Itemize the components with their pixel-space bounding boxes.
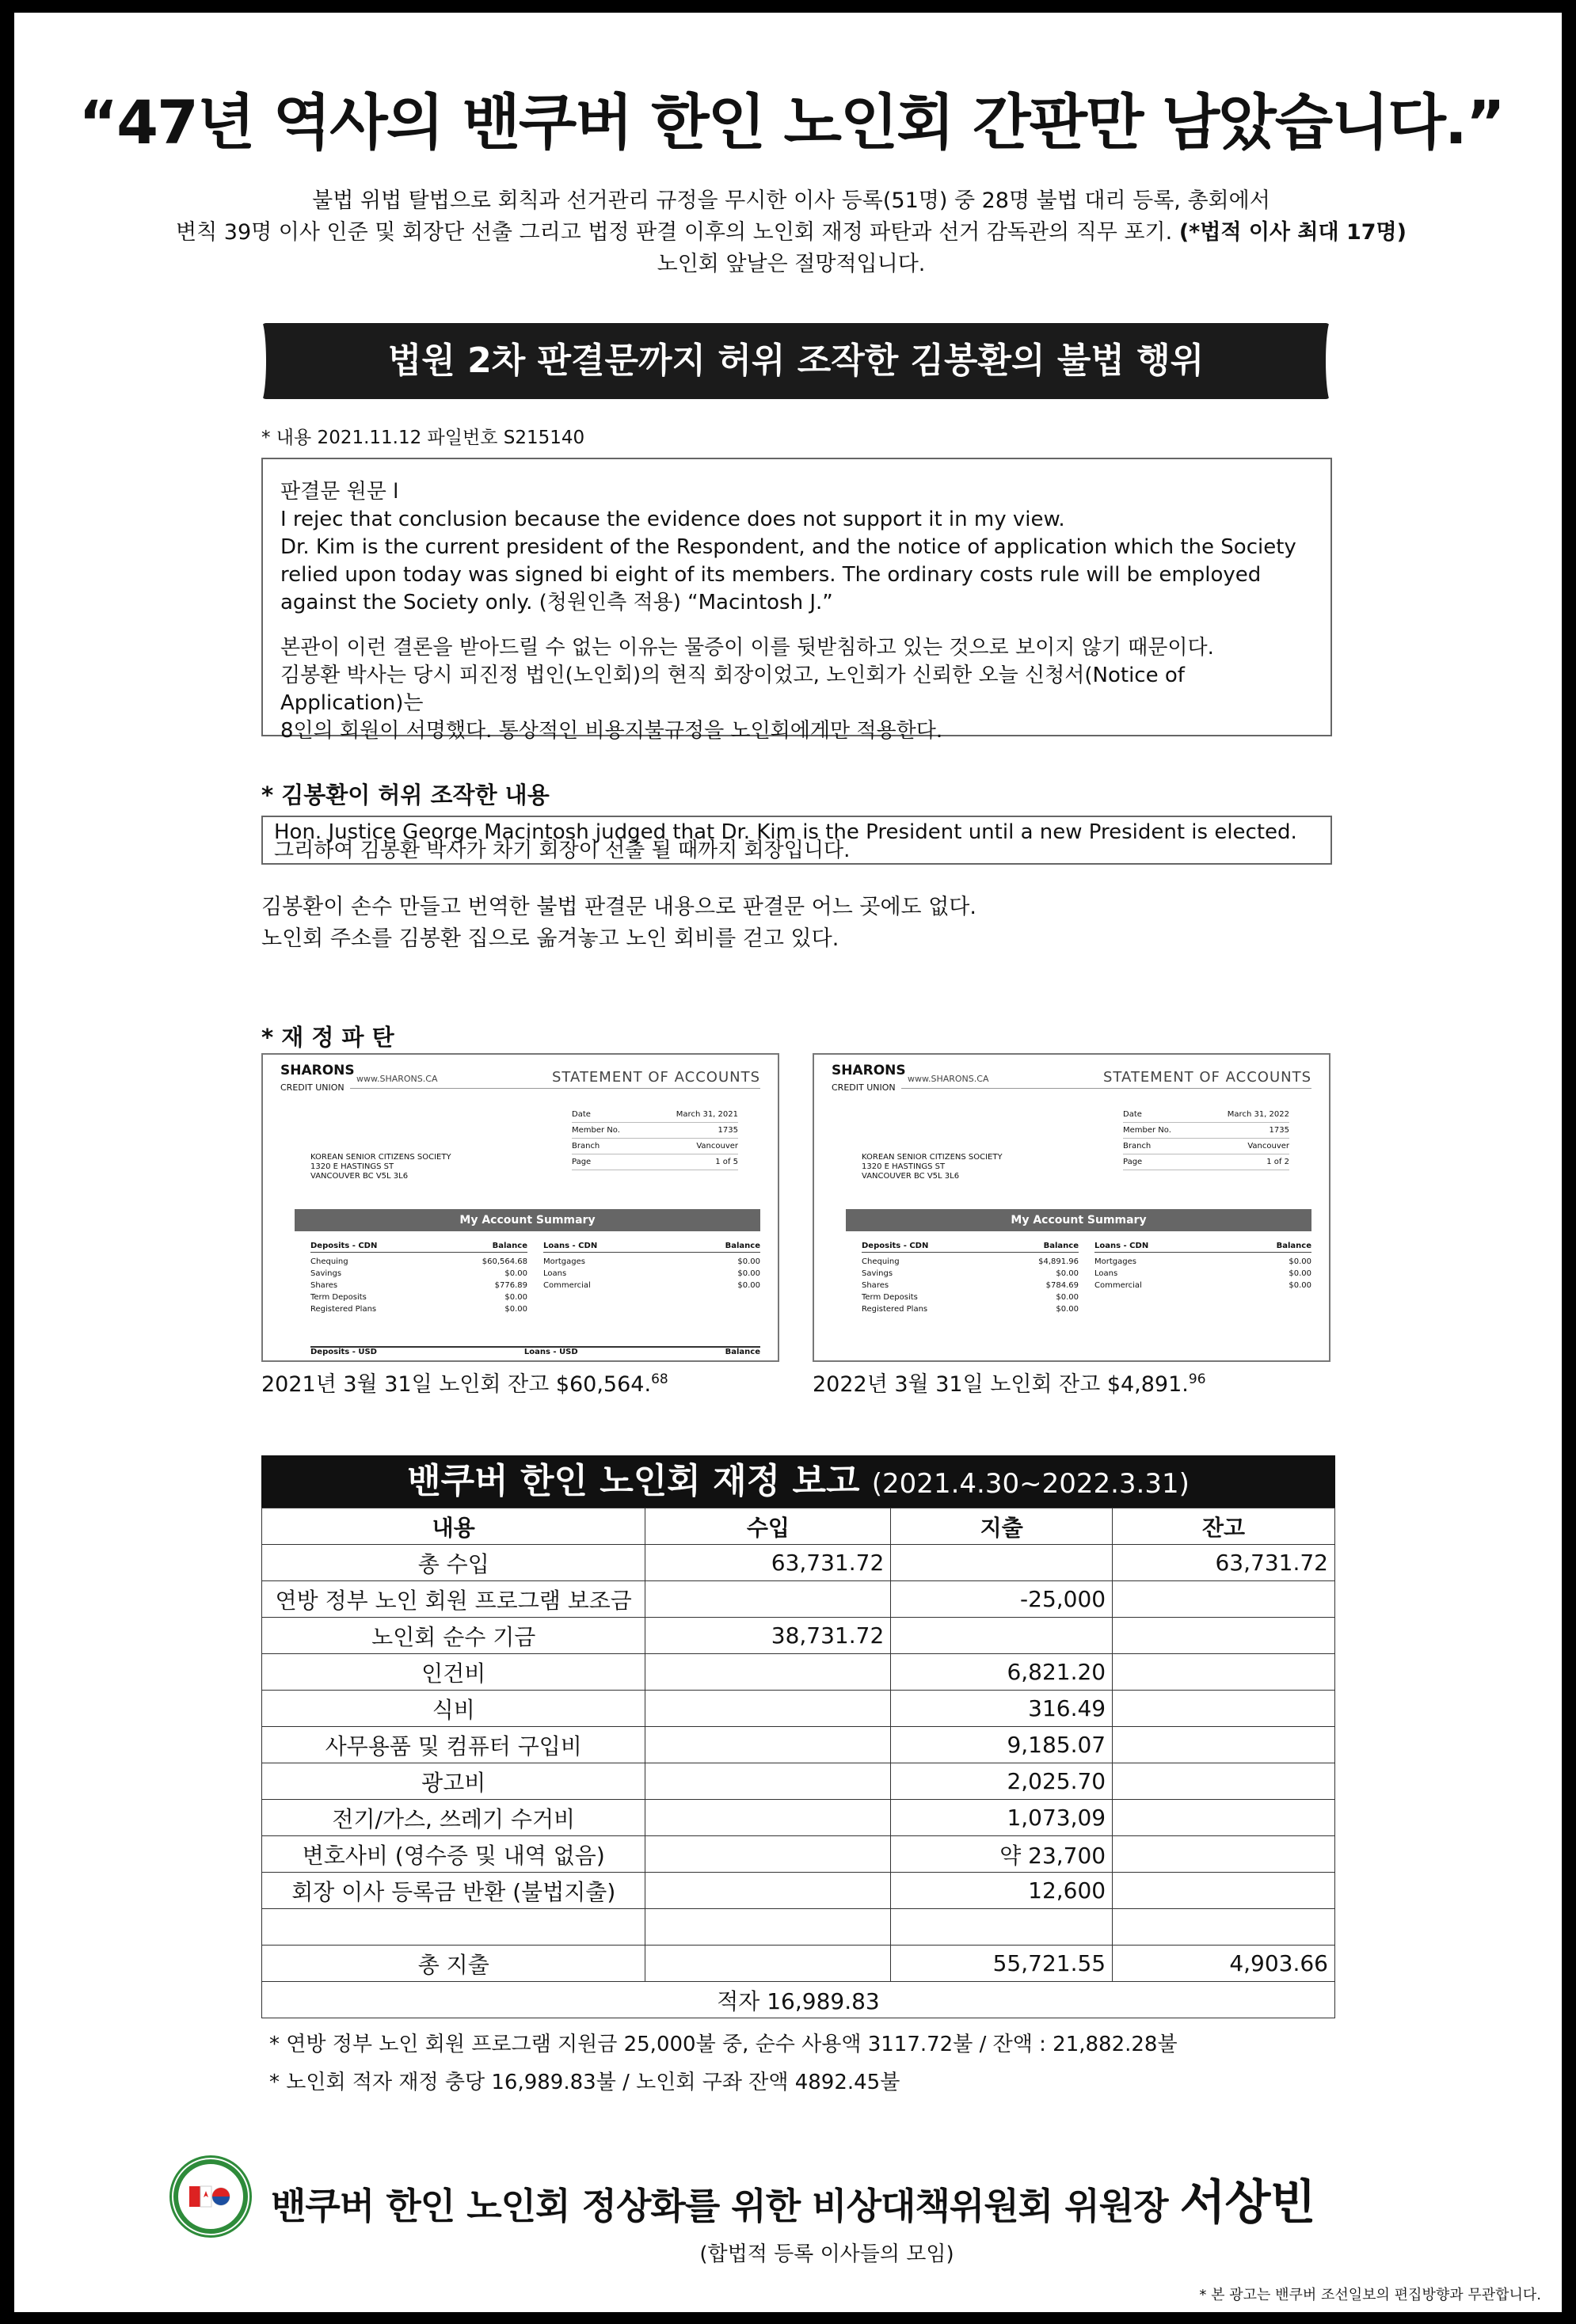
bank-url: www.SHARONS.CA [908,1074,989,1084]
fabricated-box [261,816,1332,865]
chairman-name: 서상빈 [1179,2175,1315,2231]
statement-caption-2021: 2021년 3월 31일 노인회 잔고 $60,564.68 [261,1371,668,1397]
account-summary-table: Deposits - CDN Balance Chequing $60,564.68 Savings $0.00 Shares $776.89 Term Deposits $0.00 Registered Plans $0.00 Loans - CDN Balance Mortgages $0.00 Loans $0.00 Commercial $0.00 [310,1242,760,1314]
expense-cell: 316.49 [891,1691,1113,1727]
col-header: 지출 [891,1508,1113,1545]
committee-signature: 밴쿠버 한인 노인회 정상화를 위한 비상대책위원회 위원장 서상빈 [271,2175,1315,2231]
item-cell: 노인회 순수 기금 [262,1618,645,1654]
judgment-quote-box [261,458,1332,743]
item-cell: 전기/가스, 쓰레기 수거비 [262,1800,645,1836]
judgment-ko-line: 본관이 이런 결론을 받아드릴 수 없는 이유는 물증이 이를 뒷받침하고 있는 것으로 보이지 않기 때문이다. [280,636,1214,660]
income-cell [645,1763,891,1800]
balance-cell: 63,731.72 [1113,1545,1335,1581]
fabricated-en: Hon. Justice George Macintosh judged that Dr. Kim is the President until a new President is elected. [274,820,1297,844]
income-cell: 63,731.72 [645,1545,891,1581]
expense-cell: 6,821.20 [891,1654,1113,1691]
deficit-row [262,1982,1335,2018]
fabricated-heading: * 김봉환이 허위 조작한 내용 [261,782,550,808]
report-row [262,1836,1335,1873]
intro-line-1: 불법 위법 탈법으로 회칙과 선거관리 규정을 무시한 이사 등록(51명) 중 28명 불법 대리 등록, 총회에서 [312,188,1270,213]
item-cell: 변호사비 (영수증 및 내역 없음) [262,1836,645,1873]
report-title-bar: 밴쿠버 한인 노인회 재정 보고 (2021.4.30~2022.3.31) [261,1455,1335,1508]
expense-cell: 1,073,09 [891,1800,1113,1836]
report-row [262,1909,1335,1946]
judgment-ko-line: 8인의 회원이 서명했다. 통상적인 비용지불규정을 노인회에게만 적용한다. [280,719,943,743]
deficit-cell: 적자 16,989.83 [262,1982,1335,2018]
judgment-en-line: relied upon today was signed bi eight of its members. The ordinary costs rule will be employed [280,563,1262,587]
note-line: * 연방 정부 노인 회원 프로그램 지원금 25,000불 중, 순수 사용액 3117.72불 / 잔액 : 21,882.28불 [269,2033,1178,2056]
expense-cell: 12,600 [891,1873,1113,1909]
mailing-address: KOREAN SENIOR CITIZENS SOCIETY 1320 E HASTINGS ST VANCOUVER BC V5L 3L6 [310,1153,451,1181]
report-row [262,1618,1335,1654]
income-cell [645,1909,891,1946]
bank-url: www.SHARONS.CA [356,1074,438,1084]
item-cell: 사무용품 및 컴퓨터 구입비 [262,1727,645,1763]
account-summary-bar: My Account Summary [846,1209,1311,1231]
statement-meta: Date March 31, 2022 Member No. 1735 Branch Vancouver Page 1 of 2 [1123,1107,1289,1170]
balance-cell [1113,1909,1335,1946]
balance-cell [1113,1763,1335,1800]
bank-logo: SHARONS CREDIT UNION [832,1063,906,1093]
income-cell [645,1946,891,1982]
statement-meta: Date March 31, 2021 Member No. 1735 Branch Vancouver Page 1 of 5 [572,1107,738,1170]
intro-text [14,185,1568,280]
item-cell: 총 수입 [262,1545,645,1581]
note-line: * 노인회 적자 재정 충당 16,989.83불 / 노인회 구좌 잔액 4892.45불 [269,2071,900,2094]
bank-statement-2021: SHARONS CREDIT UNION www.SHARONS.CA STATEMENT OF ACCOUNTS Date March 31, 2021 Member No. 1735 Branch Vancouver Page 1 of 5 KOREAN SENIOR CITIZENS SOCIETY 1320 E HASTINGS ST VANCOUVER BC V5L 3L6 My Account Summary Deposits - CDN Balance Chequing $60,564.68 Savings $0.00 Shares $776.89 Term Deposits $0.00 Registered Plans $0.00 Loans - CDN Balance Mortgages $0.00 Loans $0.00 Commercial $0.00 Deposits - USD Loans - USD Balance [261,1053,779,1362]
explanation-line: 노인회 주소를 김봉환 집으로 옮겨놓고 노인 회비를 걷고 있다. [261,926,839,951]
expense-cell: -25,000 [891,1581,1113,1618]
balance-cell [1113,1581,1335,1618]
income-cell [645,1800,891,1836]
financial-report-table [261,1508,1335,2018]
report-row [262,1654,1335,1691]
judgment-en-line: Dr. Kim is the current president of the Respondent, and the notice of application which the Society [280,535,1296,559]
committee-subtitle: (합법적 등록 이사들의 모임) [699,2242,954,2266]
expense-cell: 9,185.07 [891,1727,1113,1763]
col-header: 수입 [645,1508,891,1545]
disclaimer: * 본 광고는 밴쿠버 조선일보의 편집방향과 무관합니다. [1199,2287,1541,2303]
item-cell: 식비 [262,1691,645,1727]
item-cell: 회장 이사 등록금 반환 (불법지출) [262,1873,645,1909]
statement-title: STATEMENT OF ACCOUNTS [1103,1069,1311,1086]
finance-heading: * 재 정 파 탄 [261,1024,394,1051]
balance-cell: 4,903.66 [1113,1946,1335,1982]
report-row [262,1727,1335,1763]
expense-cell [891,1545,1113,1581]
explanation-line: 김봉환이 손수 만들고 번역한 불법 판결문 내용으로 판결문 어느 곳에도 없다. [261,895,976,919]
item-cell: 총 지출 [262,1946,645,1982]
income-cell [645,1727,891,1763]
judgment-label: 판결문 원문 l [280,480,399,504]
income-cell [645,1691,891,1727]
report-header-row [262,1508,1335,1545]
balance-cell [1113,1727,1335,1763]
item-cell: 광고비 [262,1763,645,1800]
report-row [262,1946,1335,1982]
section-banner: 법원 2차 판결문까지 허위 조작한 김봉환의 불법 행위 [261,323,1330,399]
income-cell: 38,731.72 [645,1618,891,1654]
col-header: 내용 [262,1508,645,1545]
intro-line-2: 변칙 39명 이사 인준 및 회장단 선출 그리고 법정 판결 이후의 노인회 재정 파탄과 선거 감독관의 직무 포기. (*법적 이사 최대 17명) [176,220,1407,245]
report-row [262,1873,1335,1909]
item-cell: 인건비 [262,1654,645,1691]
income-cell [645,1581,891,1618]
income-cell [645,1873,891,1909]
judgment-en-line: I rejec that conclusion because the evidence does not support it in my view. [280,508,1065,531]
judgment-en-line: against the Society only. (청원인측 적용) “Macintosh J.” [280,591,833,614]
statement-caption-2022: 2022년 3월 31일 노인회 잔고 $4,891.96 [813,1371,1206,1397]
case-reference: * 내용 2021.11.12 파일번호 S215140 [261,428,585,448]
judgment-ko-line: 김봉환 박사는 당시 피진정 법인(노인회)의 현직 회장이었고, 노인회가 신뢰한 오늘 신청서(Notice of Application)는 [280,664,1185,715]
advertisement-page [11,10,1565,2315]
report-row [262,1800,1335,1836]
report-row [262,1545,1335,1581]
headline: “47년 역사의 밴쿠버 한인 노인회 간판만 남았습니다.” [78,87,1504,158]
income-cell [645,1836,891,1873]
report-row [262,1691,1335,1727]
report-row [262,1763,1335,1800]
expense-cell [891,1618,1113,1654]
bank-logo: SHARONS CREDIT UNION [280,1063,355,1093]
balance-cell [1113,1654,1335,1691]
expense-cell: 55,721.55 [891,1946,1113,1982]
expense-cell [891,1909,1113,1946]
mailing-address: KOREAN SENIOR CITIZENS SOCIETY 1320 E HASTINGS ST VANCOUVER BC V5L 3L6 [862,1153,1003,1181]
balance-cell [1113,1800,1335,1836]
balance-cell [1113,1691,1335,1727]
income-cell [645,1654,891,1691]
report-row [262,1581,1335,1618]
intro-line-3: 노인회 앞날은 절망적입니다. [657,252,926,276]
account-summary-table: Deposits - CDN Balance Chequing $4,891.96 Savings $0.00 Shares $784.69 Term Deposits $0.00 Registered Plans $0.00 Loans - CDN Balance Mortgages $0.00 Loans $0.00 Commercial $0.00 [862,1242,1311,1314]
fabricated-explanation [261,892,976,955]
account-summary-bar: My Account Summary [295,1209,760,1231]
balance-cell [1113,1618,1335,1654]
expense-cell: 2,025.70 [891,1763,1113,1800]
fabricated-ko: 그리하여 김봉환 박사가 차기 회장이 선출 될 때까지 회장입니다. [274,839,851,862]
item-cell [262,1909,645,1946]
col-header: 잔고 [1113,1508,1335,1545]
report-notes [269,2025,1178,2101]
expense-cell: 약 23,700 [891,1836,1113,1873]
statement-title: STATEMENT OF ACCOUNTS [552,1069,760,1086]
committee-emblem-icon [169,2155,252,2238]
balance-cell [1113,1873,1335,1909]
item-cell: 연방 정부 노인 회원 프로그램 보조금 [262,1581,645,1618]
bank-statement-2022 [813,1053,1330,1362]
balance-cell [1113,1836,1335,1873]
